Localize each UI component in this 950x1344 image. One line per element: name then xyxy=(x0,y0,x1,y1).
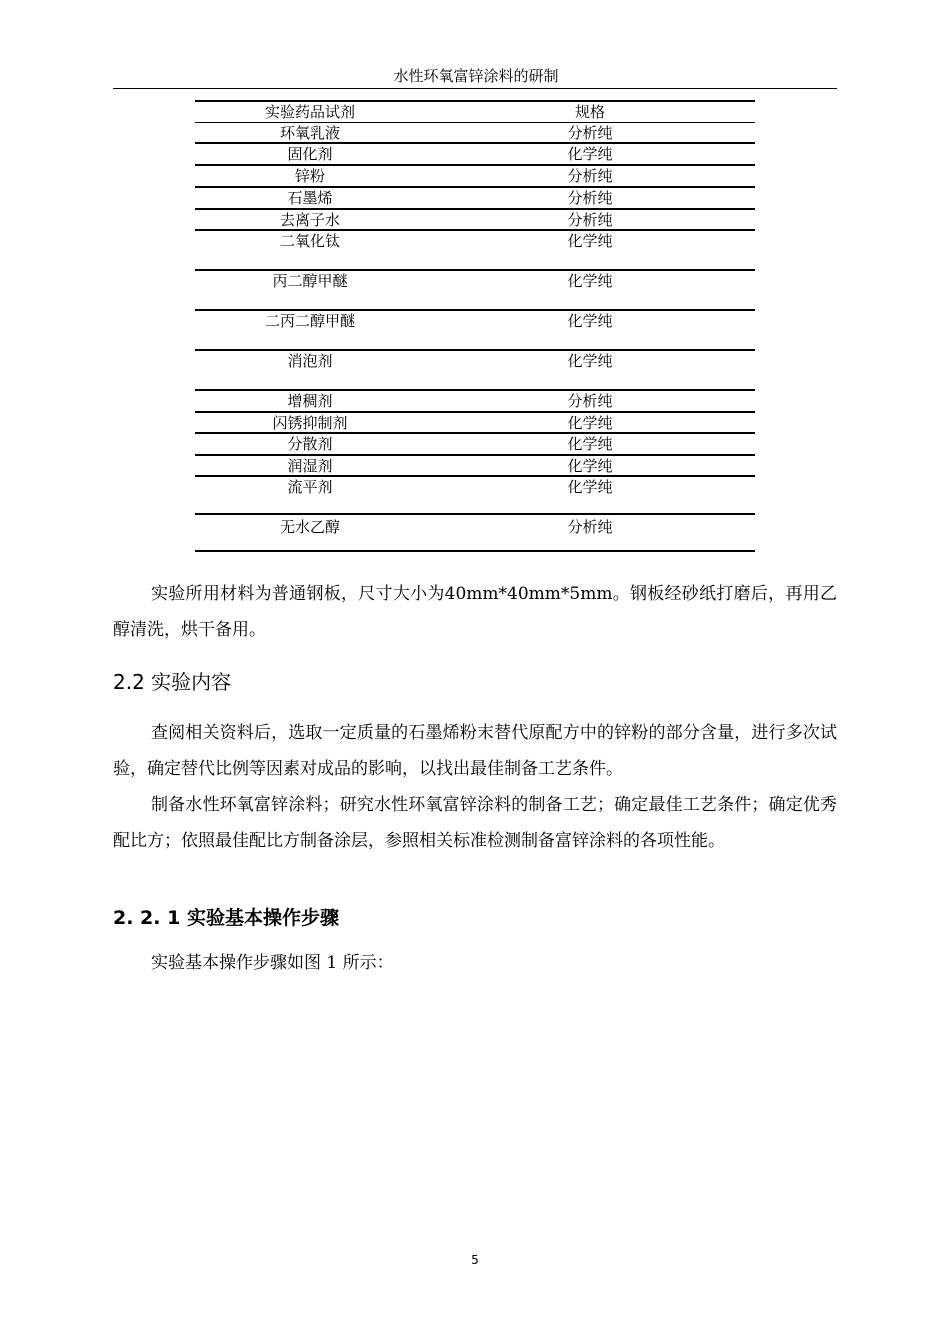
content-paragraph-1: 查阅相关资料后，选取一定质量的石墨烯粉末替代原配方中的锌粉的部分含量，进行多次试验，确定替代比例等因素对成品的影响，以找出最佳制备工艺条件。 xyxy=(113,723,837,779)
table-row xyxy=(195,188,755,210)
table-row xyxy=(195,515,755,552)
reagent-grade: 化学纯 xyxy=(567,312,613,330)
reagent-name: 二丙二醇甲醚 xyxy=(264,312,355,330)
reagent-name: 分散剂 xyxy=(287,435,333,453)
table-row xyxy=(195,166,755,188)
table-header-grade: 规格 xyxy=(574,103,605,121)
reagent-grade: 化学纯 xyxy=(567,414,613,432)
reagents-table xyxy=(195,100,755,552)
reagent-grade: 分析纯 xyxy=(567,167,613,185)
reagent-grade: 化学纯 xyxy=(567,435,613,453)
reagent-name: 环氧乳液 xyxy=(279,124,340,142)
table-header-reagent: 实验药品试剂 xyxy=(264,103,355,121)
reagent-grade: 化学纯 xyxy=(567,145,613,163)
reagent-name: 二氧化钛 xyxy=(279,232,340,250)
table-row xyxy=(195,144,755,166)
reagent-grade: 分析纯 xyxy=(567,392,613,410)
running-header-title: 水性环氧富锌涂料的研制 xyxy=(393,67,559,85)
page-number: 5 xyxy=(471,1253,479,1267)
reagent-grade: 化学纯 xyxy=(567,352,613,370)
table-row xyxy=(195,311,755,351)
table-row xyxy=(195,271,755,311)
reagent-name: 锌粉 xyxy=(294,167,325,185)
table-header-row xyxy=(195,102,755,123)
table-row xyxy=(195,456,755,477)
materials-paragraph: 实验所用材料为普通钢板，尺寸大小为40mm*40mm*5mm。钢板经砂纸打磨后，再用乙醇清洗，烘干备用。 xyxy=(113,584,837,640)
table-row xyxy=(195,123,755,144)
table-row xyxy=(195,351,755,391)
steps-paragraph: 实验基本操作步骤如图 1 所示： xyxy=(151,953,394,973)
reagent-grade: 化学纯 xyxy=(567,478,613,496)
reagent-name: 润湿剂 xyxy=(287,457,333,475)
table-row xyxy=(195,231,755,271)
table-row xyxy=(195,391,755,413)
reagent-grade: 分析纯 xyxy=(567,189,613,207)
reagent-name: 丙二醇甲醚 xyxy=(272,272,348,290)
reagent-name: 增稠剂 xyxy=(287,392,333,410)
reagent-grade: 化学纯 xyxy=(567,232,613,250)
reagent-grade: 分析纯 xyxy=(567,124,613,142)
reagent-name: 石墨烯 xyxy=(287,189,333,207)
reagent-name: 闪锈抑制剂 xyxy=(272,414,348,432)
reagent-grade: 化学纯 xyxy=(567,457,613,475)
reagent-name: 流平剂 xyxy=(287,478,333,496)
content-paragraph-2: 制备水性环氧富锌涂料；研究水性环氧富锌涂料的制备工艺；确定最佳工艺条件；确定优秀配比方；依照最佳配比方制备涂层，参照相关标准检测制备富锌涂料的各项性能。 xyxy=(113,795,837,851)
table-row xyxy=(195,477,755,515)
reagent-name: 无水乙醇 xyxy=(279,518,340,536)
reagent-grade: 化学纯 xyxy=(567,272,613,290)
reagent-name: 消泡剂 xyxy=(287,352,333,370)
subsection-heading: 2. 2. 1 实验基本操作步骤 xyxy=(113,907,339,929)
table-row xyxy=(195,413,755,434)
table-row xyxy=(195,434,755,456)
reagent-grade: 分析纯 xyxy=(567,211,613,229)
table-row xyxy=(195,210,755,231)
header-divider xyxy=(113,88,837,89)
reagent-name: 去离子水 xyxy=(279,211,340,229)
reagent-grade: 分析纯 xyxy=(567,518,613,536)
section-heading: 2.2 实验内容 xyxy=(113,670,232,694)
reagent-name: 固化剂 xyxy=(287,145,333,163)
